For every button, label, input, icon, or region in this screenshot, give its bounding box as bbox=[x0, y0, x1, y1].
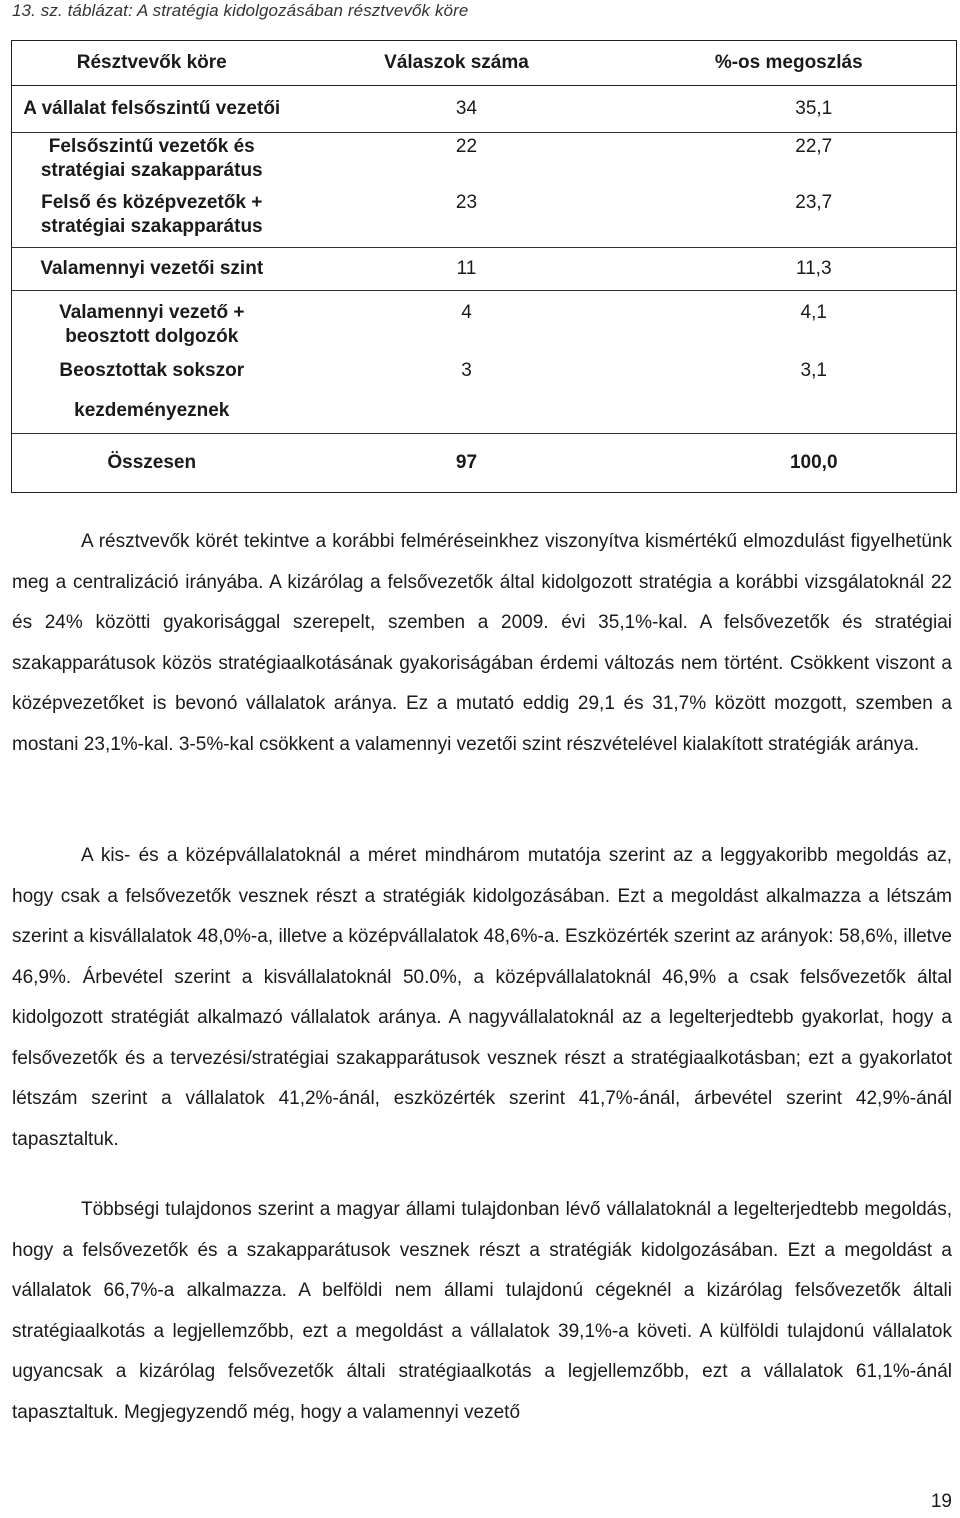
total-label: Összesen bbox=[12, 434, 292, 493]
row-count: 11 bbox=[292, 248, 622, 291]
row-label-line1: Felsőszintű vezetők és bbox=[48, 136, 255, 157]
row-label: Valamennyi vezetői szint bbox=[12, 248, 292, 291]
row-count: 3 bbox=[461, 360, 472, 381]
table-total-row bbox=[12, 434, 957, 493]
header-percent: %-os megoszlás bbox=[714, 52, 863, 73]
paragraph-2: A kis- és a középvállalatoknál a méret mindhárom mutatója szerint az a leggyakoribb megoldás az, hogy csak a felsővezetők vesznek részt a stratégiák kidolgozásában. Ezt a megoldást alkalmazza a létszám szerint a kisvállalatok 48,0%-a, illetve a középvállalatok 48,6%-a. Eszközérték szerint az arányok: 58,6%, illetve 46,9%. Árbevétel szerint a kisvállalatoknál 50.0%, a középvállalatoknál 46,9% a csak felsővezetők által kidolgozott stratégiát alkalmazó vállalatok aránya. A nagyvállalatoknál az a legelterjedtebb gyakorlat, hogy a felsővezetők és a tervezési/stratégiai szakapparátusok vesznek részt a stratégiaalkotásban; ezt a gyakorlatot létszám szerint a vállalatok 41,2%-ánál, eszközérték szerint 41,7%-ánál, árbevétel szerint 42,9%-ánál tapasztaltuk. bbox=[12, 845, 952, 1150]
table-row bbox=[12, 359, 957, 434]
row-label: A vállalat felsőszintű vezetői bbox=[12, 86, 292, 133]
table-row bbox=[12, 291, 957, 360]
row-label-line1: Felső és középvezetők + bbox=[41, 192, 263, 213]
row-label-line1: Valamennyi vezető + bbox=[59, 302, 245, 323]
header-participants: Résztvevők köre bbox=[76, 52, 227, 73]
header-responses: Válaszok száma bbox=[384, 52, 529, 73]
row-count: 34 bbox=[292, 86, 622, 133]
row-count: 4 bbox=[461, 302, 472, 323]
row-label-line2: beosztott dolgozók bbox=[65, 326, 239, 347]
row-label-line2: stratégiai szakapparátus bbox=[40, 216, 263, 237]
row-count: 23 bbox=[292, 191, 622, 248]
row-percent: 23,7 bbox=[622, 191, 957, 248]
table-row bbox=[12, 248, 957, 291]
row-count: 22 bbox=[455, 136, 478, 157]
table-header-row bbox=[12, 41, 957, 86]
participants-table bbox=[11, 40, 957, 493]
row-percent: 11,3 bbox=[622, 248, 957, 291]
total-percent: 100,0 bbox=[622, 434, 957, 493]
table-row bbox=[12, 86, 957, 133]
paragraph-1: A résztvevők körét tekintve a korábbi felméréseinkhez viszonyítva kismértékű elmozdulást figyelhetünk meg a centralizáció irányába. A kizárólag a felsővezetők által kidolgozott stratégia a korábbi vizsgálatoknál 22 és 24% közötti gyakorisággal szerepelt, szemben a 2009. évi 35,1%-kal. A felsővezetők és stratégiai szakapparátusok közös stratégiaalkotásának gyakoriságában érdemi változás nem történt. Csökkent viszont a középvezetőket is bevonó vállalatok aránya. Ez a mutató eddig 29,1 és 31,7% között mozgott, szemben a mostani 23,1%-kal. 3-5%-kal csökkent a valamennyi vezetői szint részvételével kialakított stratégiák aránya. bbox=[12, 531, 952, 755]
total-count: 97 bbox=[292, 434, 622, 493]
row-label bbox=[12, 191, 292, 248]
table-row bbox=[12, 191, 957, 248]
row-percent: 3,1 bbox=[622, 359, 957, 434]
row-percent: 4,1 bbox=[622, 291, 957, 360]
page-number: 19 bbox=[930, 1491, 952, 1512]
row-label bbox=[12, 133, 292, 192]
row-label-line1: Beosztottak sokszor bbox=[59, 360, 245, 381]
paragraph-3: Többségi tulajdonos szerint a magyar állami tulajdonban lévő vállalatoknál a legelterjedtebb megoldás, hogy a felsővezetők és a szakapparátusok vesznek részt a stratégiák kidolgozásában. Ezt a megoldást a vállalatok 66,7%-a alkalmazza. A belföldi nem állami tulajdonú cégeknél a kizárólag felsővezetők általi stratégiaalkotás a legjellemzőbb, ezt a megoldást a vállalatok 39,1%-a követi. A külföldi tulajdonú vállalatok ugyancsak a kizárólag felsővezetők általi stratégiaalkotás a legjellemzőbb, ezt a vállalatok 61,1%-ánál tapasztaltuk. Megjegyzendő még, hogy a valamennyi vezető bbox=[12, 1199, 952, 1423]
row-label bbox=[12, 359, 292, 434]
table-row bbox=[12, 133, 957, 192]
row-label-line2: kezdeményeznek bbox=[74, 400, 230, 421]
row-label bbox=[12, 291, 292, 360]
table-caption: 13. sz. táblázat: A stratégia kidolgozásában résztvevők köre bbox=[12, 1, 469, 20]
row-percent: 35,1 bbox=[622, 86, 957, 133]
row-percent: 22,7 bbox=[622, 133, 957, 192]
row-label-line2: stratégiai szakapparátus bbox=[40, 160, 263, 181]
